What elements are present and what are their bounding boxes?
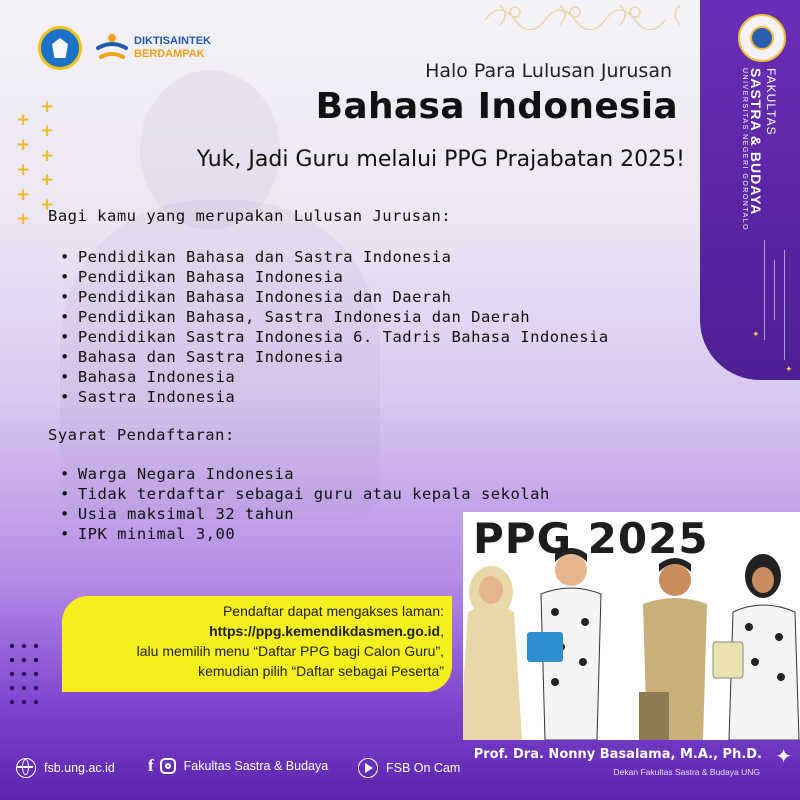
ppg-illustration [463, 512, 800, 740]
partner-logo-line1: DIKTISAINTEK [134, 35, 211, 47]
footer-youtube[interactable] [358, 758, 460, 778]
footer-website[interactable] [16, 758, 115, 778]
diktisaintek-logo-icon [95, 30, 129, 64]
callout-url-suffix: , [440, 623, 444, 639]
list-item: • Pendidikan Sastra Indonesia 6. Tadris Bahasa Indonesia [60, 327, 609, 347]
kemendikbud-logo [38, 26, 82, 70]
list-item: • Warga Negara Indonesia [60, 464, 550, 484]
plus-icon: + [16, 160, 31, 180]
plus-icon: + [16, 185, 31, 205]
list-item: • Pendidikan Bahasa, Sastra Indonesia dan Daerah [60, 307, 609, 327]
callout-line4: kemudian pilih “Daftar sebagai Peserta” [198, 663, 444, 679]
registration-link[interactable]: https://ppg.kemendikdasmen.go.id [209, 623, 441, 639]
band-decor-line [784, 250, 785, 360]
plus-icon: + [40, 170, 55, 190]
university-name: UNIVERSITAS NEGERI GORONTALO [741, 68, 748, 232]
faculty-label: FAKULTAS [764, 68, 778, 136]
headline-tagline: Yuk, Jadi Guru melalui PPG Prajabatan 2025! [196, 147, 685, 172]
ung-seal-logo [738, 14, 786, 62]
dean-title: Dekan Fakultas Sastra & Budaya UNG [613, 767, 760, 777]
ppg-title: PPG 2025 [473, 514, 709, 563]
callout-line3: lalu memilih menu “Daftar PPG bagi Calon Guru”, [136, 643, 444, 659]
diktisaintek-logo-text [134, 35, 211, 61]
headline-major: Bahasa Indonesia [315, 86, 678, 127]
sparkle-icon: ✦ [752, 330, 760, 340]
eligible-heading: Bagi kamu yang merupakan Lulusan Jurusan: [48, 207, 452, 225]
sparkle-icon: ✦ [785, 365, 793, 375]
list-item: • Tidak terdaftar sebagai guru atau kepala sekolah [60, 484, 550, 504]
plus-icon: + [16, 209, 31, 229]
faculty-vertical-label [741, 68, 778, 231]
instagram-icon [160, 758, 176, 774]
dean-name: Prof. Dra. Nonny Basalama, M.A., Ph.D. [473, 747, 762, 762]
website-label: fsb.ung.ac.id [44, 761, 115, 775]
footer-social[interactable] [148, 756, 328, 776]
list-item: • Pendidikan Bahasa Indonesia dan Daerah [60, 287, 609, 307]
plus-icon: + [40, 195, 55, 215]
footer [0, 744, 800, 800]
youtube-label: FSB On Cam [386, 761, 461, 775]
list-item: • IPK minimal 3,00 [60, 524, 550, 544]
plus-icon: + [40, 146, 55, 166]
plus-icon: + [16, 110, 31, 130]
partner-logo-line2: BERDAMPAK [134, 48, 205, 60]
play-icon [358, 758, 378, 778]
globe-icon [16, 758, 36, 778]
list-item: • Pendidikan Bahasa Indonesia [60, 267, 609, 287]
social-label: Fakultas Sastra & Budaya [183, 759, 329, 773]
list-item: • Pendidikan Bahasa dan Sastra Indonesia [60, 247, 609, 267]
batik-ornament [480, 0, 690, 30]
headline-greeting: Halo Para Lulusan Jurusan [425, 60, 672, 82]
callout-line1: Pendaftar dapat mengakses laman: [222, 603, 444, 619]
band-decor-line [774, 260, 775, 320]
plus-icon: + [40, 121, 55, 141]
eligible-list [60, 247, 609, 407]
band-decor-line [764, 240, 765, 340]
facebook-icon: f [148, 756, 154, 775]
plus-icon: + [16, 135, 31, 155]
list-item: • Usia maksimal 32 tahun [60, 504, 550, 524]
list-item: • Bahasa dan Sastra Indonesia [60, 347, 609, 367]
dot-grid-decoration [8, 640, 48, 720]
list-item: • Bahasa Indonesia [60, 367, 609, 387]
sparkle-icon: ✦ [775, 744, 792, 768]
plus-icon: + [40, 97, 55, 117]
requirements-heading: Syarat Pendaftaran: [48, 426, 235, 444]
faculty-name: SASTRA & BUDAYA [748, 68, 764, 216]
registration-callout [62, 596, 452, 692]
list-item: • Sastra Indonesia [60, 387, 609, 407]
